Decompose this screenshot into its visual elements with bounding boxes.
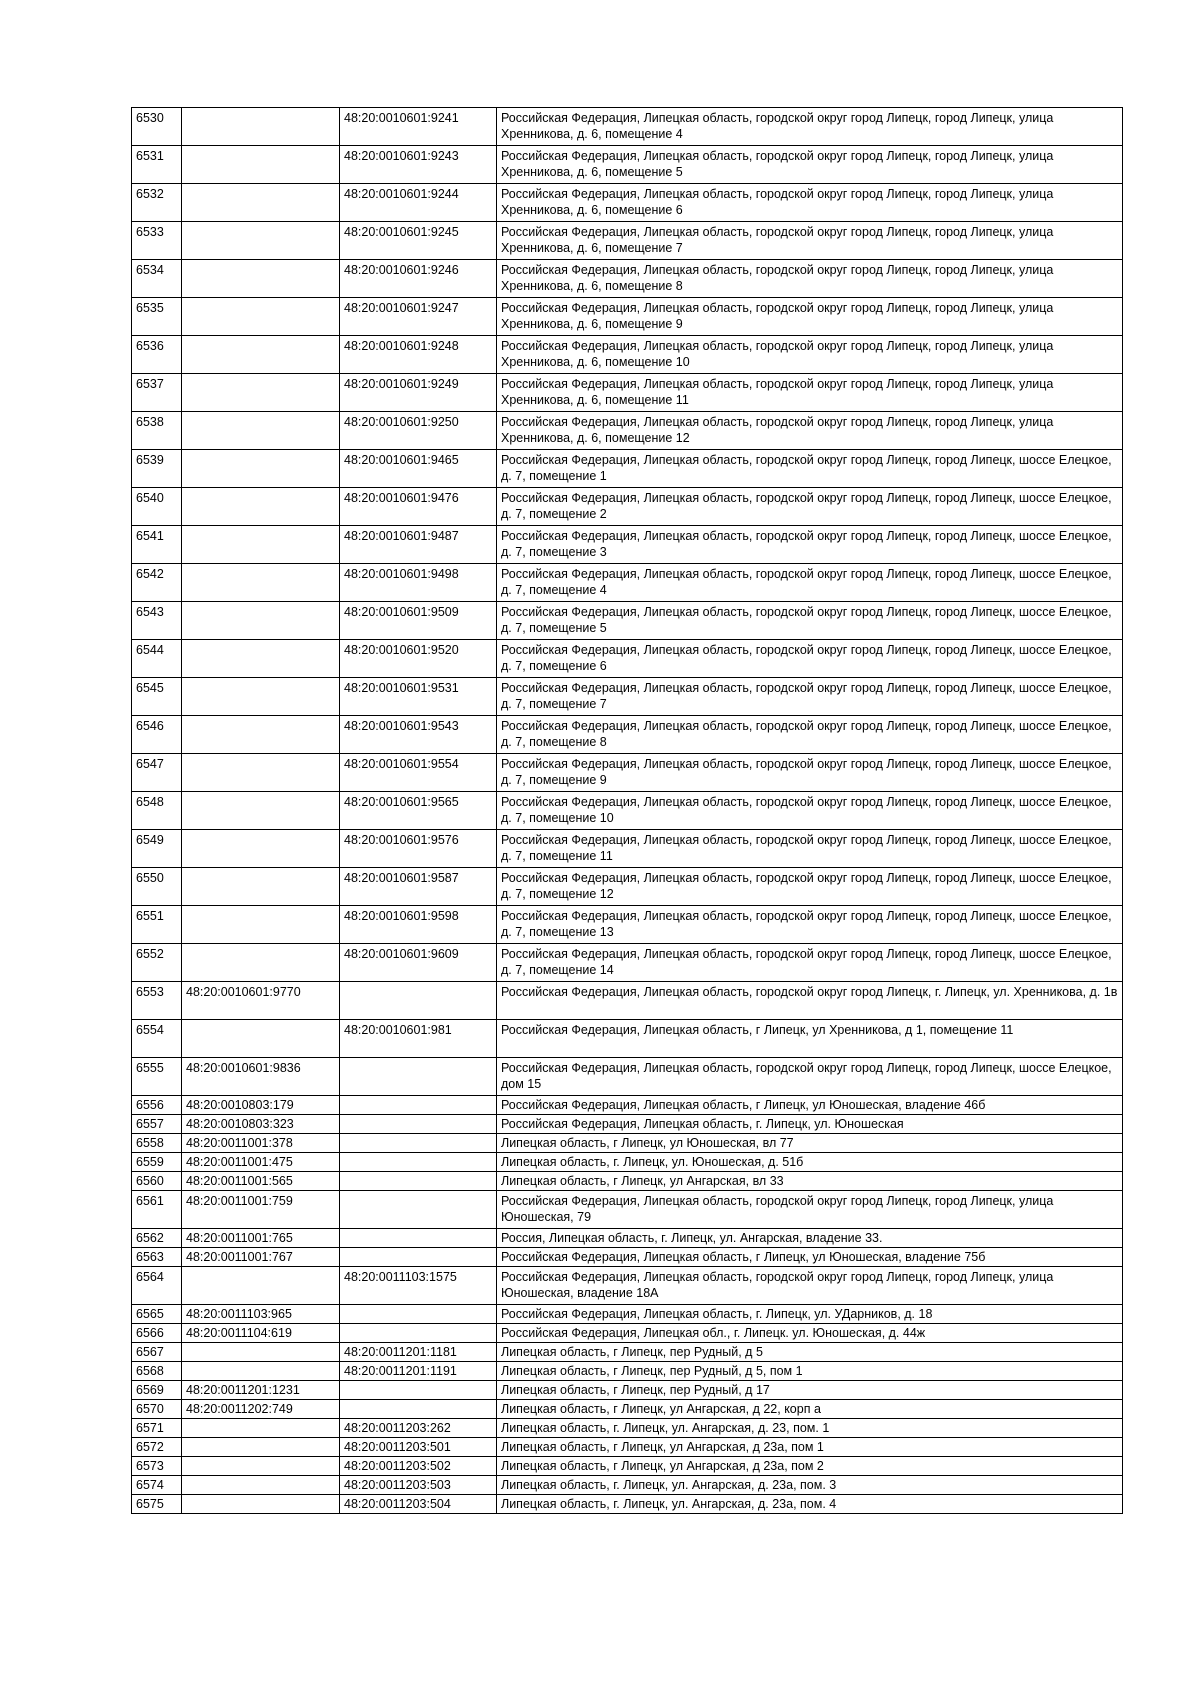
land-cadastral-number-cell xyxy=(182,1476,340,1495)
address-cell: Российская Федерация, Липецкая область, городской округ город Липецк, город Липецк, шоссе Елецкое, д. 7, помещение 11 xyxy=(497,830,1123,868)
land-cadastral-number-cell: 48:20:0011001:765 xyxy=(182,1229,340,1248)
table-row xyxy=(132,792,1123,830)
premises-cadastral-number-cell: 48:20:0010601:9509 xyxy=(340,602,497,640)
premises-cadastral-number-cell xyxy=(340,1058,497,1096)
table-row xyxy=(132,1305,1123,1324)
premises-cadastral-number-cell: 48:20:0010601:9249 xyxy=(340,374,497,412)
row-number-cell: 6551 xyxy=(132,906,182,944)
row-number-cell: 6572 xyxy=(132,1438,182,1457)
premises-cadastral-number-cell xyxy=(340,982,497,1020)
address-cell: Российская Федерация, Липецкая область, городской округ город Липецк, город Липецк, шоссе Елецкое, д. 7, помещение 12 xyxy=(497,868,1123,906)
premises-cadastral-number-cell xyxy=(340,1381,497,1400)
table-row xyxy=(132,1324,1123,1343)
table-row xyxy=(132,298,1123,336)
premises-cadastral-number-cell xyxy=(340,1096,497,1115)
address-cell: Российская Федерация, Липецкая область, городской округ город Липецк, город Липецк, шоссе Елецкое, д. 7, помещение 13 xyxy=(497,906,1123,944)
land-cadastral-number-cell: 48:20:0011202:749 xyxy=(182,1400,340,1419)
land-cadastral-number-cell xyxy=(182,754,340,792)
land-cadastral-number-cell xyxy=(182,830,340,868)
row-number-cell: 6563 xyxy=(132,1248,182,1267)
land-cadastral-number-cell: 48:20:0010803:179 xyxy=(182,1096,340,1115)
table-row xyxy=(132,1191,1123,1229)
premises-cadastral-number-cell xyxy=(340,1134,497,1153)
address-cell: Российская Федерация, Липецкая область, городской округ город Липецк, город Липецк, улица Хренникова, д. 6, помещение 9 xyxy=(497,298,1123,336)
premises-cadastral-number-cell: 48:20:0010601:9245 xyxy=(340,222,497,260)
address-cell: Российская Федерация, Липецкая область, городской округ город Липецк, город Липецк, улица Хренникова, д. 6, помещение 5 xyxy=(497,146,1123,184)
address-cell: Российская Федерация, Липецкая область, г Липецк, ул Хренникова, д 1, помещение 11 xyxy=(497,1020,1123,1058)
table-row xyxy=(132,488,1123,526)
land-cadastral-number-cell: 48:20:0010601:9836 xyxy=(182,1058,340,1096)
row-number-cell: 6535 xyxy=(132,298,182,336)
land-cadastral-number-cell xyxy=(182,1438,340,1457)
table-row xyxy=(132,146,1123,184)
premises-cadastral-number-cell: 48:20:0010601:9576 xyxy=(340,830,497,868)
row-number-cell: 6539 xyxy=(132,450,182,488)
premises-cadastral-number-cell: 48:20:0010601:9520 xyxy=(340,640,497,678)
row-number-cell: 6556 xyxy=(132,1096,182,1115)
land-cadastral-number-cell xyxy=(182,602,340,640)
row-number-cell: 6541 xyxy=(132,526,182,564)
table-row xyxy=(132,1400,1123,1419)
land-cadastral-number-cell xyxy=(182,146,340,184)
land-cadastral-number-cell xyxy=(182,260,340,298)
row-number-cell: 6537 xyxy=(132,374,182,412)
land-cadastral-number-cell xyxy=(182,640,340,678)
premises-cadastral-number-cell: 48:20:0010601:9543 xyxy=(340,716,497,754)
address-cell: Липецкая область, г. Липецк, ул. Юношеская, д. 51б xyxy=(497,1153,1123,1172)
address-cell: Российская Федерация, Липецкая обл., г. Липецк. ул. Юношеская, д. 44ж xyxy=(497,1324,1123,1343)
table-row xyxy=(132,1457,1123,1476)
row-number-cell: 6538 xyxy=(132,412,182,450)
row-number-cell: 6573 xyxy=(132,1457,182,1476)
table-row xyxy=(132,1172,1123,1191)
row-number-cell: 6566 xyxy=(132,1324,182,1343)
land-cadastral-number-cell xyxy=(182,564,340,602)
row-number-cell: 6534 xyxy=(132,260,182,298)
premises-cadastral-number-cell: 48:20:0010601:9531 xyxy=(340,678,497,716)
table-row xyxy=(132,1153,1123,1172)
land-cadastral-number-cell xyxy=(182,1419,340,1438)
land-cadastral-number-cell xyxy=(182,906,340,944)
premises-cadastral-number-cell xyxy=(340,1248,497,1267)
table-row xyxy=(132,260,1123,298)
row-number-cell: 6554 xyxy=(132,1020,182,1058)
address-cell: Российская Федерация, Липецкая область, г. Липецк, ул. Юношеская xyxy=(497,1115,1123,1134)
table-row xyxy=(132,336,1123,374)
premises-cadastral-number-cell: 48:20:0010601:9476 xyxy=(340,488,497,526)
land-cadastral-number-cell xyxy=(182,298,340,336)
row-number-cell: 6571 xyxy=(132,1419,182,1438)
premises-cadastral-number-cell xyxy=(340,1324,497,1343)
row-number-cell: 6550 xyxy=(132,868,182,906)
premises-cadastral-number-cell: 48:20:0011103:1575 xyxy=(340,1267,497,1305)
address-cell: Российская Федерация, Липецкая область, городской округ город Липецк, город Липецк, улица Хренникова, д. 6, помещение 10 xyxy=(497,336,1123,374)
row-number-cell: 6546 xyxy=(132,716,182,754)
land-cadastral-number-cell xyxy=(182,1343,340,1362)
land-cadastral-number-cell: 48:20:0011001:475 xyxy=(182,1153,340,1172)
premises-cadastral-number-cell: 48:20:0010601:981 xyxy=(340,1020,497,1058)
land-cadastral-number-cell xyxy=(182,412,340,450)
address-cell: Россия, Липецкая область, г. Липецк, ул. Ангарская, владение 33. xyxy=(497,1229,1123,1248)
address-cell: Российская Федерация, Липецкая область, городской округ город Липецк, город Липецк, шоссе Елецкое, дом 15 xyxy=(497,1058,1123,1096)
table-row xyxy=(132,184,1123,222)
premises-cadastral-number-cell: 48:20:0010601:9247 xyxy=(340,298,497,336)
table-row xyxy=(132,1476,1123,1495)
row-number-cell: 6562 xyxy=(132,1229,182,1248)
address-cell: Липецкая область, г. Липецк, ул. Ангарская, д. 23а, пом. 4 xyxy=(497,1495,1123,1514)
row-number-cell: 6564 xyxy=(132,1267,182,1305)
land-cadastral-number-cell: 48:20:0010803:323 xyxy=(182,1115,340,1134)
premises-cadastral-number-cell xyxy=(340,1191,497,1229)
table-row xyxy=(132,108,1123,146)
table-row xyxy=(132,1419,1123,1438)
registry-table xyxy=(131,107,1123,1514)
row-number-cell: 6574 xyxy=(132,1476,182,1495)
premises-cadastral-number-cell: 48:20:0011203:502 xyxy=(340,1457,497,1476)
premises-cadastral-number-cell: 48:20:0011203:501 xyxy=(340,1438,497,1457)
table-row xyxy=(132,374,1123,412)
premises-cadastral-number-cell xyxy=(340,1400,497,1419)
row-number-cell: 6570 xyxy=(132,1400,182,1419)
land-cadastral-number-cell xyxy=(182,222,340,260)
table-row xyxy=(132,1058,1123,1096)
row-number-cell: 6555 xyxy=(132,1058,182,1096)
address-cell: Российская Федерация, Липецкая область, городской округ город Липецк, город Липецк, шоссе Елецкое, д. 7, помещение 3 xyxy=(497,526,1123,564)
table-row xyxy=(132,830,1123,868)
land-cadastral-number-cell xyxy=(182,108,340,146)
row-number-cell: 6558 xyxy=(132,1134,182,1153)
table-row xyxy=(132,1134,1123,1153)
address-cell: Российская Федерация, Липецкая область, городской округ город Липецк, город Липецк, шоссе Елецкое, д. 7, помещение 1 xyxy=(497,450,1123,488)
address-cell: Липецкая область, г. Липецк, ул. Ангарская, д. 23, пом. 1 xyxy=(497,1419,1123,1438)
address-cell: Российская Федерация, Липецкая область, городской округ город Липецк, город Липецк, шоссе Елецкое, д. 7, помещение 10 xyxy=(497,792,1123,830)
table-row xyxy=(132,754,1123,792)
premises-cadastral-number-cell: 48:20:0010601:9487 xyxy=(340,526,497,564)
row-number-cell: 6553 xyxy=(132,982,182,1020)
premises-cadastral-number-cell: 48:20:0011203:504 xyxy=(340,1495,497,1514)
address-cell: Российская Федерация, Липецкая область, городской округ город Липецк, город Липецк, шоссе Елецкое, д. 7, помещение 9 xyxy=(497,754,1123,792)
row-number-cell: 6543 xyxy=(132,602,182,640)
address-cell: Липецкая область, г Липецк, пер Рудный, д 5, пом 1 xyxy=(497,1362,1123,1381)
premises-cadastral-number-cell xyxy=(340,1305,497,1324)
land-cadastral-number-cell xyxy=(182,678,340,716)
land-cadastral-number-cell xyxy=(182,488,340,526)
premises-cadastral-number-cell: 48:20:0011203:262 xyxy=(340,1419,497,1438)
premises-cadastral-number-cell xyxy=(340,1153,497,1172)
land-cadastral-number-cell xyxy=(182,336,340,374)
table-row xyxy=(132,678,1123,716)
address-cell: Липецкая область, г Липецк, пер Рудный, д 5 xyxy=(497,1343,1123,1362)
row-number-cell: 6568 xyxy=(132,1362,182,1381)
address-cell: Российская Федерация, Липецкая область, городской округ город Липецк, город Липецк, улица Юношеская, 79 xyxy=(497,1191,1123,1229)
land-cadastral-number-cell xyxy=(182,374,340,412)
table-row xyxy=(132,1115,1123,1134)
premises-cadastral-number-cell xyxy=(340,1172,497,1191)
table-row xyxy=(132,450,1123,488)
land-cadastral-number-cell xyxy=(182,868,340,906)
address-cell: Российская Федерация, Липецкая область, городской округ город Липецк, город Липецк, шоссе Елецкое, д. 7, помещение 14 xyxy=(497,944,1123,982)
address-cell: Липецкая область, г Липецк, ул Ангарская, д 23а, пом 2 xyxy=(497,1457,1123,1476)
premises-cadastral-number-cell: 48:20:0011201:1181 xyxy=(340,1343,497,1362)
land-cadastral-number-cell xyxy=(182,1020,340,1058)
land-cadastral-number-cell: 48:20:0010601:9770 xyxy=(182,982,340,1020)
land-cadastral-number-cell xyxy=(182,944,340,982)
row-number-cell: 6557 xyxy=(132,1115,182,1134)
table-row xyxy=(132,1020,1123,1058)
table-row xyxy=(132,1381,1123,1400)
premises-cadastral-number-cell xyxy=(340,1229,497,1248)
table-row xyxy=(132,1229,1123,1248)
land-cadastral-number-cell xyxy=(182,526,340,564)
land-cadastral-number-cell xyxy=(182,184,340,222)
premises-cadastral-number-cell: 48:20:0010601:9246 xyxy=(340,260,497,298)
address-cell: Липецкая область, г. Липецк, ул. Ангарская, д. 23а, пом. 3 xyxy=(497,1476,1123,1495)
land-cadastral-number-cell: 48:20:0011104:619 xyxy=(182,1324,340,1343)
premises-cadastral-number-cell: 48:20:0011201:1191 xyxy=(340,1362,497,1381)
land-cadastral-number-cell xyxy=(182,1362,340,1381)
row-number-cell: 6545 xyxy=(132,678,182,716)
address-cell: Российская Федерация, Липецкая область, городской округ город Липецк, город Липецк, шоссе Елецкое, д. 7, помещение 5 xyxy=(497,602,1123,640)
premises-cadastral-number-cell xyxy=(340,1115,497,1134)
row-number-cell: 6530 xyxy=(132,108,182,146)
premises-cadastral-number-cell: 48:20:0010601:9248 xyxy=(340,336,497,374)
premises-cadastral-number-cell: 48:20:0010601:9250 xyxy=(340,412,497,450)
row-number-cell: 6542 xyxy=(132,564,182,602)
table-row xyxy=(132,1362,1123,1381)
registry-table-body xyxy=(132,108,1123,1514)
premises-cadastral-number-cell: 48:20:0010601:9498 xyxy=(340,564,497,602)
premises-cadastral-number-cell: 48:20:0010601:9554 xyxy=(340,754,497,792)
table-row xyxy=(132,412,1123,450)
address-cell: Российская Федерация, Липецкая область, г. Липецк, ул. УДарников, д. 18 xyxy=(497,1305,1123,1324)
table-row xyxy=(132,1096,1123,1115)
table-row xyxy=(132,906,1123,944)
table-row xyxy=(132,1438,1123,1457)
table-row xyxy=(132,1248,1123,1267)
land-cadastral-number-cell xyxy=(182,1267,340,1305)
address-cell: Липецкая область, г Липецк, ул Ангарская, д 23а, пом 1 xyxy=(497,1438,1123,1457)
row-number-cell: 6548 xyxy=(132,792,182,830)
row-number-cell: 6569 xyxy=(132,1381,182,1400)
table-row xyxy=(132,1495,1123,1514)
address-cell: Липецкая область, г Липецк, пер Рудный, д 17 xyxy=(497,1381,1123,1400)
table-row xyxy=(132,526,1123,564)
address-cell: Российская Федерация, Липецкая область, городской округ город Липецк, город Липецк, шоссе Елецкое, д. 7, помещение 8 xyxy=(497,716,1123,754)
premises-cadastral-number-cell: 48:20:0010601:9565 xyxy=(340,792,497,830)
address-cell: Липецкая область, г Липецк, ул Ангарская, д 22, корп а xyxy=(497,1400,1123,1419)
address-cell: Липецкая область, г Липецк, ул Юношеская, вл 77 xyxy=(497,1134,1123,1153)
row-number-cell: 6540 xyxy=(132,488,182,526)
premises-cadastral-number-cell: 48:20:0011203:503 xyxy=(340,1476,497,1495)
address-cell: Российская Федерация, Липецкая область, городской округ город Липецк, город Липецк, улица Хренникова, д. 6, помещение 8 xyxy=(497,260,1123,298)
table-row xyxy=(132,1343,1123,1362)
row-number-cell: 6533 xyxy=(132,222,182,260)
land-cadastral-number-cell xyxy=(182,716,340,754)
address-cell: Российская Федерация, Липецкая область, городской округ город Липецк, город Липецк, шоссе Елецкое, д. 7, помещение 7 xyxy=(497,678,1123,716)
premises-cadastral-number-cell: 48:20:0010601:9598 xyxy=(340,906,497,944)
table-row xyxy=(132,716,1123,754)
address-cell: Российская Федерация, Липецкая область, городской округ город Липецк, город Липецк, улица Хренникова, д. 6, помещение 6 xyxy=(497,184,1123,222)
table-row xyxy=(132,602,1123,640)
land-cadastral-number-cell xyxy=(182,1495,340,1514)
address-cell: Российская Федерация, Липецкая область, городской округ город Липецк, город Липецк, улица Хренникова, д. 6, помещение 11 xyxy=(497,374,1123,412)
premises-cadastral-number-cell: 48:20:0010601:9587 xyxy=(340,868,497,906)
address-cell: Липецкая область, г Липецк, ул Ангарская, вл 33 xyxy=(497,1172,1123,1191)
address-cell: Российская Федерация, Липецкая область, городской округ город Липецк, город Липецк, шоссе Елецкое, д. 7, помещение 2 xyxy=(497,488,1123,526)
row-number-cell: 6560 xyxy=(132,1172,182,1191)
row-number-cell: 6565 xyxy=(132,1305,182,1324)
premises-cadastral-number-cell: 48:20:0010601:9609 xyxy=(340,944,497,982)
premises-cadastral-number-cell: 48:20:0010601:9241 xyxy=(340,108,497,146)
row-number-cell: 6536 xyxy=(132,336,182,374)
row-number-cell: 6544 xyxy=(132,640,182,678)
land-cadastral-number-cell: 48:20:0011001:378 xyxy=(182,1134,340,1153)
land-cadastral-number-cell: 48:20:0011001:759 xyxy=(182,1191,340,1229)
address-cell: Российская Федерация, Липецкая область, городской округ город Липецк, г. Липецк, ул. Хренникова, д. 1в xyxy=(497,982,1123,1020)
premises-cadastral-number-cell: 48:20:0010601:9243 xyxy=(340,146,497,184)
address-cell: Российская Федерация, Липецкая область, городской округ город Липецк, город Липецк, улица Хренникова, д. 6, помещение 4 xyxy=(497,108,1123,146)
land-cadastral-number-cell xyxy=(182,792,340,830)
address-cell: Российская Федерация, Липецкая область, городской округ город Липецк, город Липецк, шоссе Елецкое, д. 7, помещение 4 xyxy=(497,564,1123,602)
row-number-cell: 6567 xyxy=(132,1343,182,1362)
table-row xyxy=(132,982,1123,1020)
table-row xyxy=(132,640,1123,678)
address-cell: Российская Федерация, Липецкая область, городской округ город Липецк, город Липецк, улица Хренникова, д. 6, помещение 12 xyxy=(497,412,1123,450)
address-cell: Российская Федерация, Липецкая область, г Липецк, ул Юношеская, владение 75б xyxy=(497,1248,1123,1267)
row-number-cell: 6531 xyxy=(132,146,182,184)
address-cell: Российская Федерация, Липецкая область, городской округ город Липецк, город Липецк, шоссе Елецкое, д. 7, помещение 6 xyxy=(497,640,1123,678)
land-cadastral-number-cell: 48:20:0011001:767 xyxy=(182,1248,340,1267)
land-cadastral-number-cell: 48:20:0011001:565 xyxy=(182,1172,340,1191)
row-number-cell: 6552 xyxy=(132,944,182,982)
land-cadastral-number-cell: 48:20:0011103:965 xyxy=(182,1305,340,1324)
table-row xyxy=(132,1267,1123,1305)
table-row xyxy=(132,868,1123,906)
row-number-cell: 6559 xyxy=(132,1153,182,1172)
land-cadastral-number-cell xyxy=(182,450,340,488)
land-cadastral-number-cell: 48:20:0011201:1231 xyxy=(182,1381,340,1400)
land-cadastral-number-cell xyxy=(182,1457,340,1476)
table-row xyxy=(132,222,1123,260)
row-number-cell: 6549 xyxy=(132,830,182,868)
premises-cadastral-number-cell: 48:20:0010601:9244 xyxy=(340,184,497,222)
address-cell: Российская Федерация, Липецкая область, городской округ город Липецк, город Липецк, улица Хренникова, д. 6, помещение 7 xyxy=(497,222,1123,260)
row-number-cell: 6561 xyxy=(132,1191,182,1229)
premises-cadastral-number-cell: 48:20:0010601:9465 xyxy=(340,450,497,488)
address-cell: Российская Федерация, Липецкая область, г Липецк, ул Юношеская, владение 46б xyxy=(497,1096,1123,1115)
row-number-cell: 6532 xyxy=(132,184,182,222)
row-number-cell: 6547 xyxy=(132,754,182,792)
address-cell: Российская Федерация, Липецкая область, городской округ город Липецк, город Липецк, улица Юношеская, владение 18А xyxy=(497,1267,1123,1305)
table-row xyxy=(132,944,1123,982)
row-number-cell: 6575 xyxy=(132,1495,182,1514)
table-row xyxy=(132,564,1123,602)
